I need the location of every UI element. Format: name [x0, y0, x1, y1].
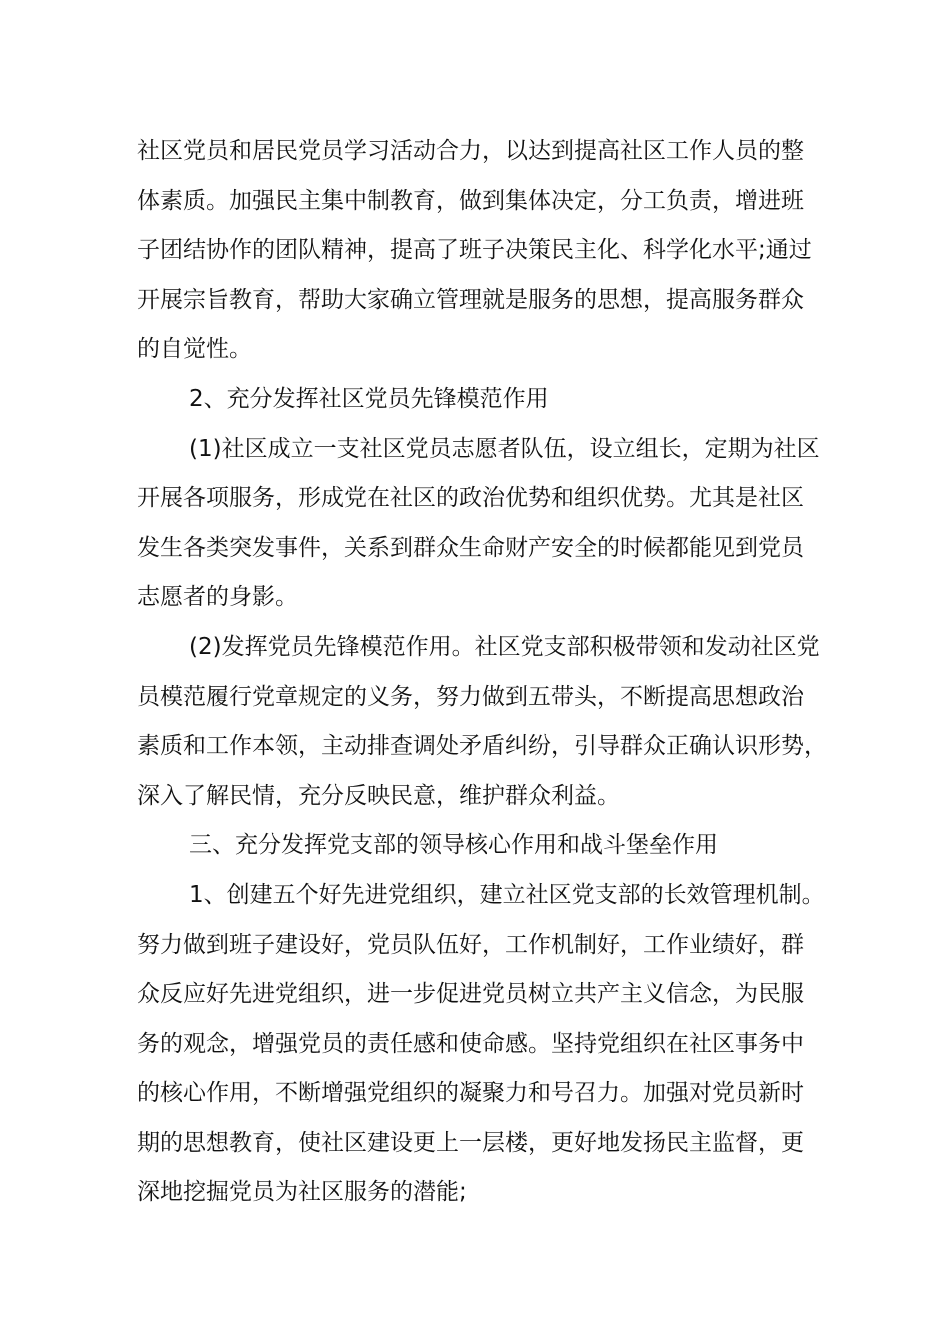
- text-line: 体素质。加强民主集中制教育，做到集体决定，分工负责，增进班: [137, 187, 804, 214]
- paragraph: [137, 127, 813, 375]
- text-line: 期的思想教育，使社区建设更上一层楼，更好地发扬民主监督，更: [137, 1129, 804, 1156]
- text-line: (1)社区成立一支社区党员志愿者队伍，设立组长，定期为社区: [189, 435, 820, 462]
- paragraph: [137, 623, 827, 821]
- text-line: 开展宗旨教育，帮助大家确立管理就是服务的思想，提高服务群众: [137, 286, 804, 313]
- text-line: 子团结协作的团队精神，提高了班子决策民主化、科学化水平;通过: [137, 237, 812, 264]
- document-content: [137, 127, 827, 1218]
- text-line: 志愿者的身影。: [137, 584, 298, 611]
- text-line: 1、创建五个好先进党组织，建立社区党支部的长效管理机制。: [189, 881, 825, 908]
- text-line: 的核心作用，不断增强党组织的凝聚力和号召力。加强对党员新时: [137, 1080, 804, 1107]
- text-line: 素质和工作本领，主动排查调处矛盾纠纷，引导群众正确认识形势，: [137, 733, 827, 760]
- text-line: 2、充分发挥社区党员先锋模范作用: [189, 385, 549, 412]
- text-line: 发生各类突发事件，关系到群众生命财产安全的时候都能见到党员: [137, 534, 804, 561]
- text-line: 开展各项服务，形成党在社区的政治优势和组织优势。尤其是社区: [137, 485, 804, 512]
- text-line: 社区党员和居民党员学习活动合力，以达到提高社区工作人员的整: [137, 138, 804, 164]
- text-line: (2)发挥党员先锋模范作用。社区党支部积极带领和发动社区党: [189, 633, 820, 660]
- paragraph: [137, 821, 813, 871]
- text-line: 深入了解民情，充分反映民意，维护群众利益。: [137, 782, 620, 809]
- text-line: 众反应好先进党组织，进一步促进党员树立共产主义信念，为民服: [137, 981, 804, 1008]
- text-line: 的自觉性。: [137, 336, 252, 363]
- text-line: 努力做到班子建设好，党员队伍好，工作机制好，工作业绩好，群: [137, 931, 804, 958]
- text-line: 务的观念，增强党员的责任感和使命感。坚持党组织在社区事务中: [137, 1030, 804, 1057]
- paragraph: [137, 425, 820, 623]
- text-line: 员模范履行党章规定的义务，努力做到五带头，不断提高思想政治: [137, 683, 804, 710]
- paragraph: [137, 871, 825, 1218]
- text-line: 深地挖掘党员为社区服务的潜能;: [137, 1179, 467, 1206]
- text-line: 三、充分发挥党支部的领导核心作用和战斗堡垒作用: [189, 832, 718, 859]
- paragraph: [137, 375, 813, 425]
